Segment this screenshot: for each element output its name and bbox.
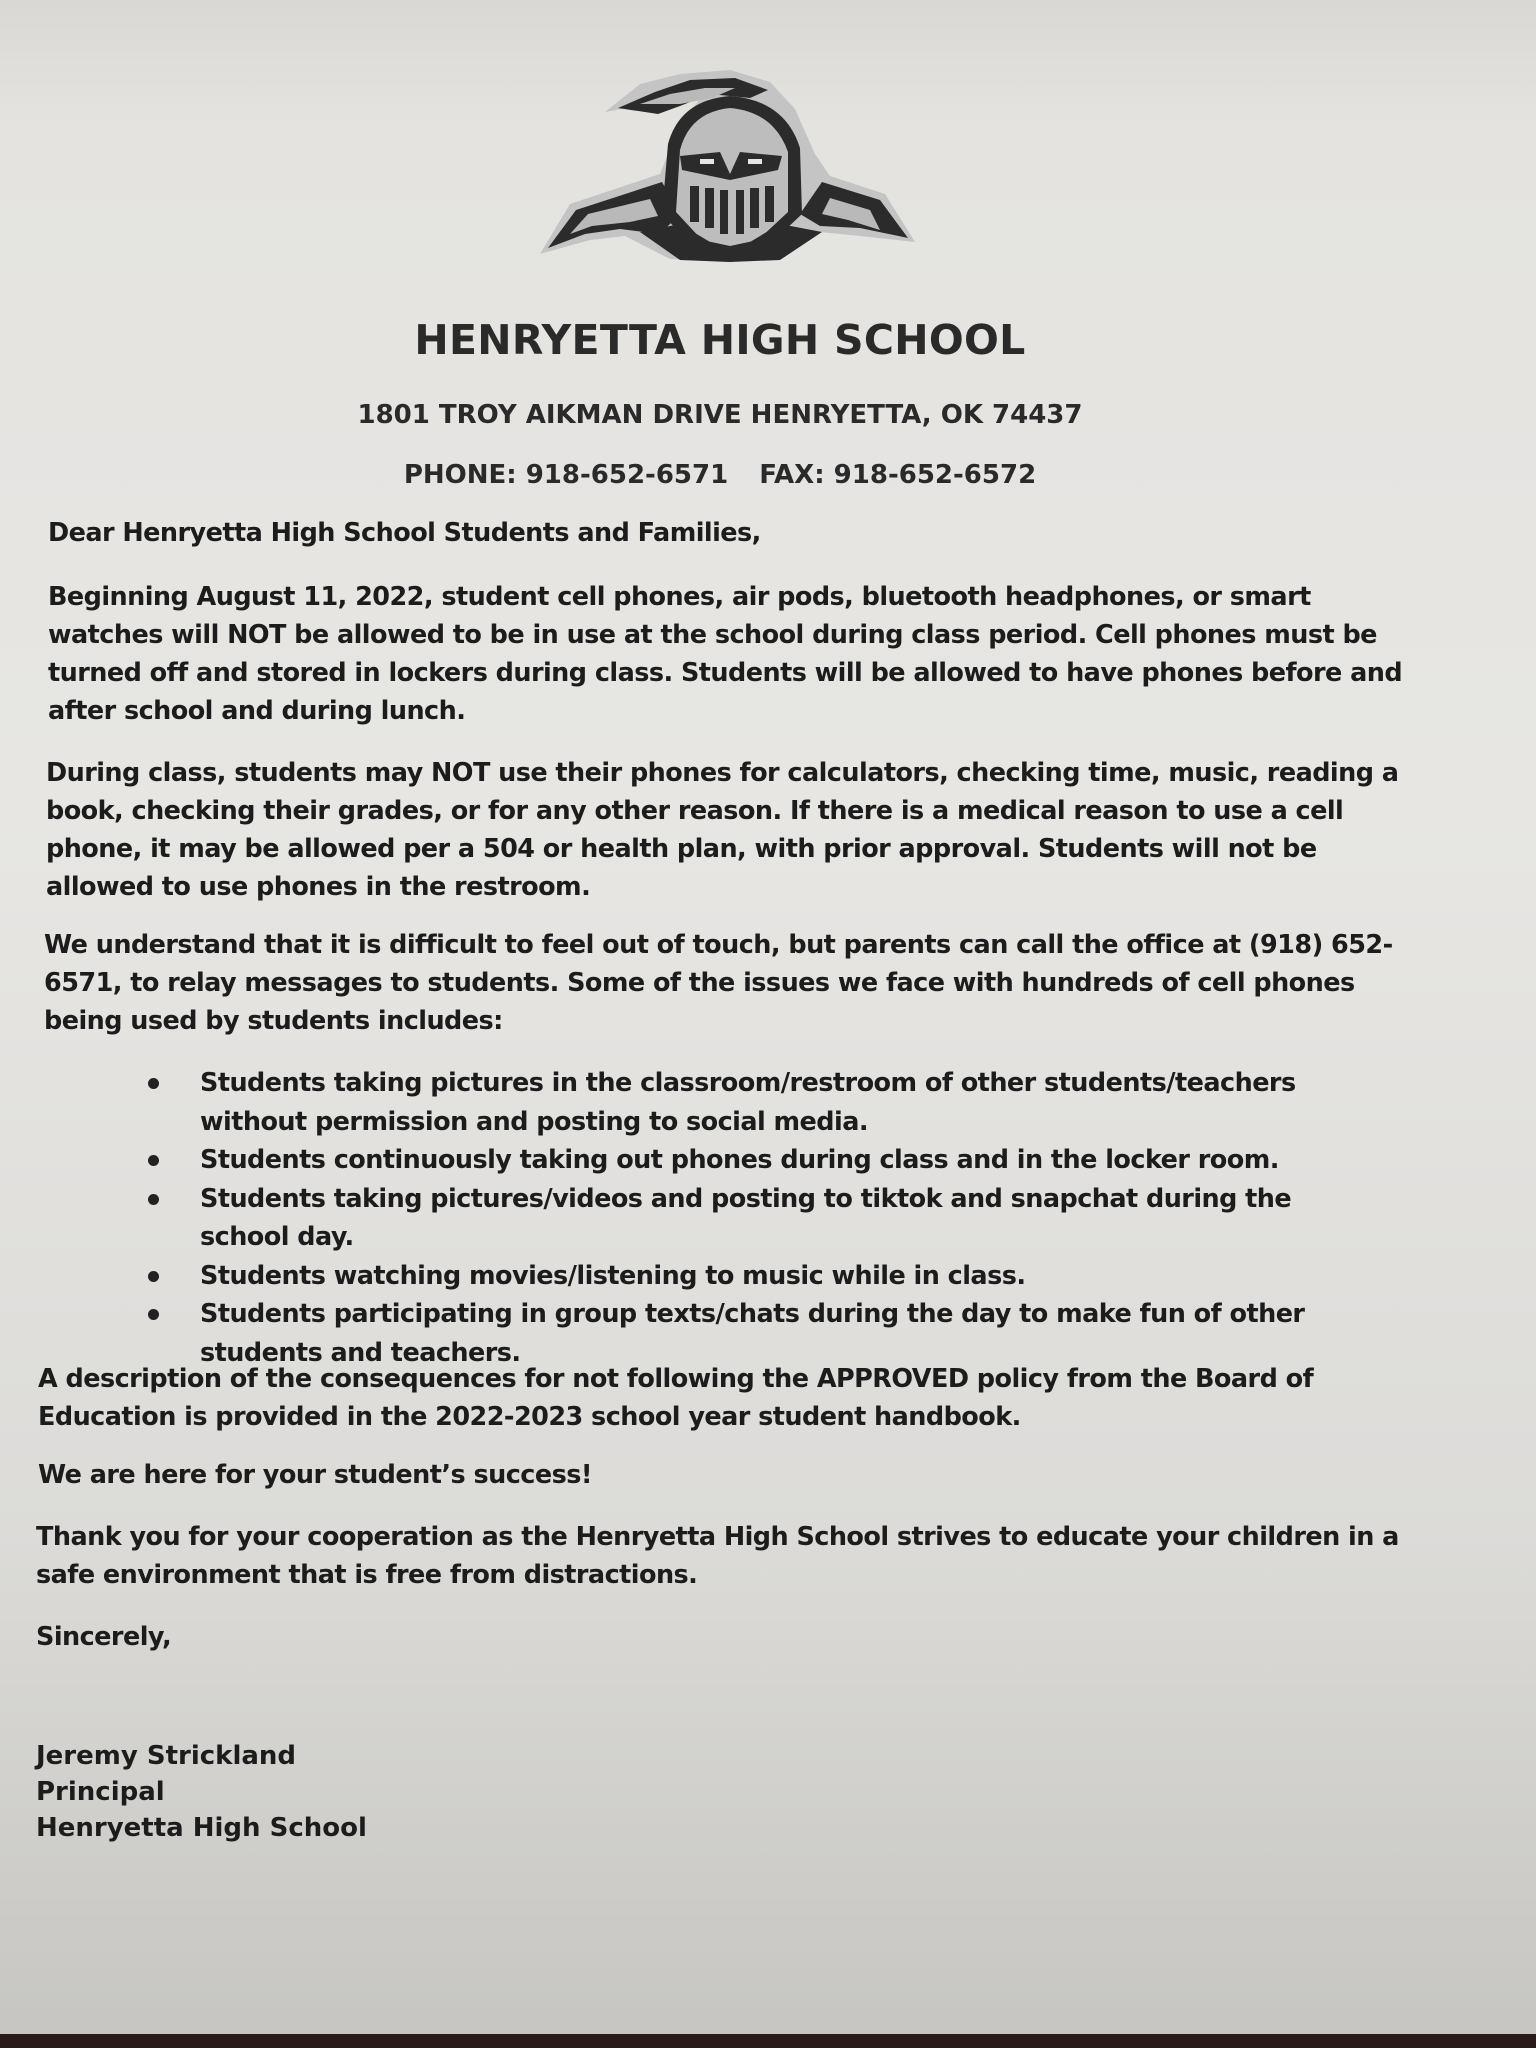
issue-text: Students taking pictures in the classroom/restroom of other students/teachers without permission and posting to social media. xyxy=(200,1068,1296,1137)
paragraph-restrictions: During class, students may NOT use their phones for calculators, checking time, music, reading a book, checking their grades, or for any other reason. If there is a medical reason to use a cell phone, it may be allowed per a 504 or health plan, with prior approval. Students will not be allowed to use phones in the restroom. xyxy=(46,758,1399,902)
bullet-icon xyxy=(148,1155,159,1166)
bullet-icon xyxy=(148,1309,159,1320)
list-item xyxy=(140,1064,1380,1141)
fax-number: FAX: 918-652-6572 xyxy=(759,460,1037,490)
school-address: 1801 TROY AIKMAN DRIVE HENRYETTA, OK 74437 xyxy=(357,400,1083,430)
closing: Sincerely, xyxy=(36,1622,172,1652)
salutation: Dear Henryetta High School Students and Families, xyxy=(48,518,761,548)
signer-title: Principal xyxy=(36,1777,165,1807)
paragraph-contact-office: We understand that it is difficult to feel out of touch, but parents can call the office at (918) 652-6571, to relay messages to students. Some of the issues we face with hundreds of cell phones being used by students includes: xyxy=(44,930,1393,1036)
list-item xyxy=(140,1141,1380,1180)
phone-number: PHONE: 918-652-6571 xyxy=(403,460,729,490)
paragraph-policy: Beginning August 11, 2022, student cell phones, air pods, bluetooth headphones, or smart watches will NOT be allowed to be in use at the school during class period. Cell phones must be turned off and stored in lockers during class. Students will be allowed to have phones before and after school and during lunch. xyxy=(48,582,1403,726)
issue-text: Students taking pictures/videos and posting to tiktok and snapchat during the school day. xyxy=(200,1183,1292,1252)
issue-text: Students participating in group texts/chats during the day to make fun of other students and teachers. xyxy=(200,1299,1305,1368)
school-contact xyxy=(0,460,1440,490)
table-surface-edge xyxy=(0,2034,1536,2048)
paragraph-consequences: A description of the consequences for not following the APPROVED policy from the Board of Education is provided in the 2022-2023 school year student handbook. xyxy=(38,1364,1314,1432)
list-item xyxy=(140,1257,1380,1296)
school-title: HENRYETTA HIGH SCHOOL xyxy=(414,316,1026,364)
list-item xyxy=(140,1180,1380,1257)
issue-text: Students watching movies/listening to music while in class. xyxy=(200,1260,1026,1291)
bullet-icon xyxy=(148,1271,159,1282)
paragraph-thanks: Thank you for your cooperation as the Henryetta High School strives to educate your children in a safe environment that is free from distractions. xyxy=(36,1522,1399,1590)
knight-helmet-icon xyxy=(530,64,920,264)
signer-organization: Henryetta High School xyxy=(36,1813,367,1843)
bullet-icon xyxy=(148,1194,159,1205)
bullet-icon xyxy=(148,1078,159,1089)
issues-list xyxy=(140,1064,1380,1372)
letterhead-logo xyxy=(530,64,920,264)
signer-name: Jeremy Strickland xyxy=(36,1741,297,1771)
signature-block xyxy=(36,1738,367,1846)
paragraph-success: We are here for your student’s success! xyxy=(38,1460,592,1490)
issue-text: Students continuously taking out phones during class and in the locker room. xyxy=(200,1145,1279,1175)
